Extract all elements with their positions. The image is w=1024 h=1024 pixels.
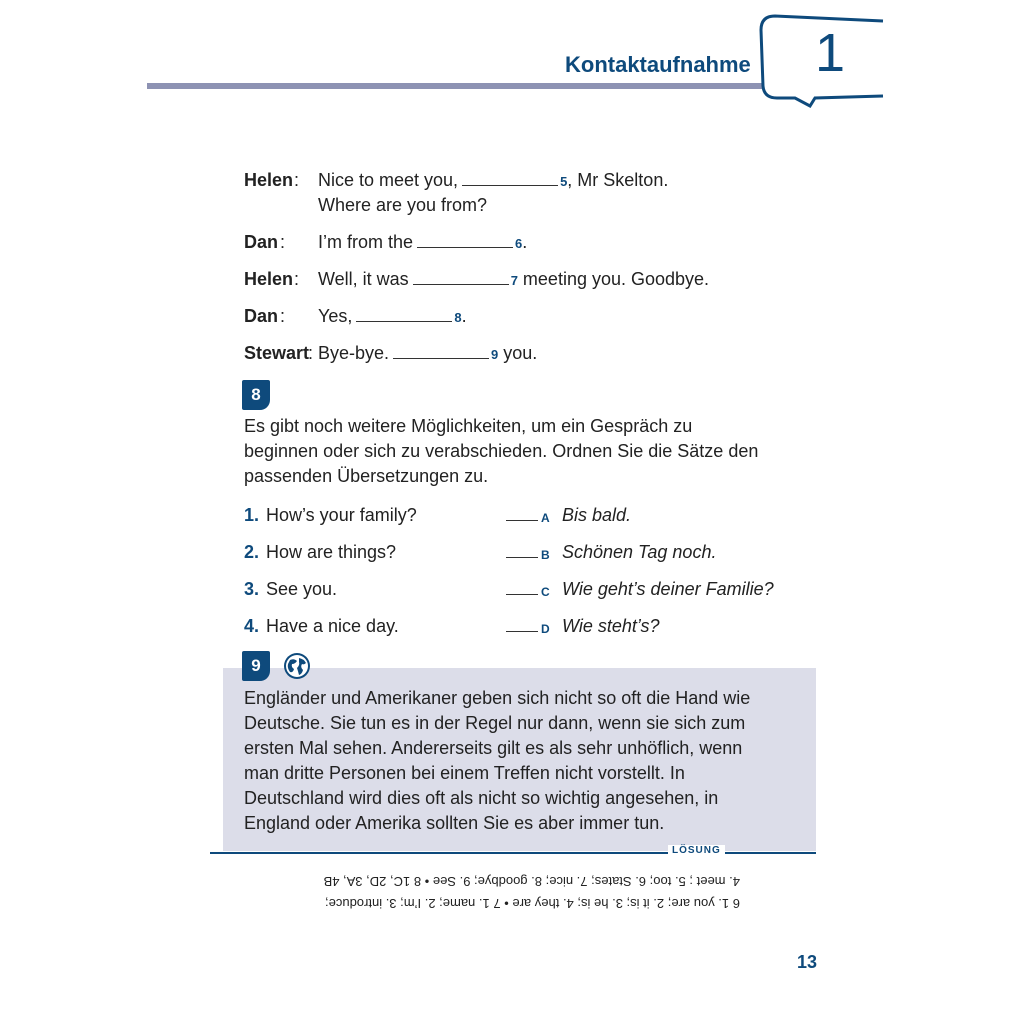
german-translation: Wie steht’s? xyxy=(562,616,660,636)
solution-line-2: 4. meet ; 5. too; 6. States; 7. nice; 8. goodbye; 9. See • 8 1C, 2D, 3A, 4B xyxy=(323,874,740,889)
speaker-name: Stewart xyxy=(244,343,310,363)
dialog-line xyxy=(318,304,467,330)
option-letter: D xyxy=(541,622,550,636)
dialog-line xyxy=(318,267,709,293)
answer-blank[interactable] xyxy=(462,171,558,186)
answer-blank[interactable] xyxy=(413,270,509,285)
item-number: 3. xyxy=(244,579,260,599)
match-item xyxy=(244,540,804,564)
chapter-title: Kontaktaufnahme xyxy=(565,52,751,77)
dialog-text-after: meeting you. Goodbye. xyxy=(517,269,710,289)
solution-line-1: 6 1. you are; 2. it is; 3. he is; 4. they are • 7 1. name; 2. I’m; 3. introduce; xyxy=(325,896,740,911)
blank-number: 6 xyxy=(515,236,523,251)
option-letter: C xyxy=(541,585,550,599)
dialog-text: Bye-bye. xyxy=(318,343,390,363)
answer-blank[interactable] xyxy=(417,233,513,248)
dialog-text: Yes, xyxy=(318,306,353,326)
dialog-line xyxy=(318,230,527,256)
chapter-number: 1 xyxy=(815,23,846,83)
blank-number: 5 xyxy=(560,174,568,189)
german-translation: Bis bald. xyxy=(562,505,632,525)
speaker-colon: : xyxy=(294,170,300,190)
speaker-name: Helen xyxy=(244,170,294,190)
dialog-text: Where are you from? xyxy=(318,195,488,215)
match-blank[interactable] xyxy=(506,557,538,558)
german-translation: Wie geht’s deiner Familie? xyxy=(562,579,774,599)
dialog-text: Well, it was xyxy=(318,269,409,289)
match-item xyxy=(244,614,804,638)
exercise-8-badge: 8 xyxy=(242,380,270,410)
item-number: 4. xyxy=(244,616,260,636)
page-number: 13 xyxy=(797,952,818,972)
blank-number: 9 xyxy=(491,347,499,362)
dialog-text-after: , Mr Skelton. xyxy=(567,170,669,190)
speaker-colon: : xyxy=(308,343,314,363)
speaker-colon: : xyxy=(294,269,300,289)
blank-number: 7 xyxy=(510,273,518,288)
english-phrase: How’s your family? xyxy=(266,505,417,525)
dialog-text: I’m from the xyxy=(318,232,414,252)
solution-label: LÖSUNG xyxy=(668,845,725,856)
dialog-text-after: . xyxy=(522,232,528,252)
item-number: 2. xyxy=(244,542,260,562)
german-translation: Schönen Tag noch. xyxy=(562,542,717,562)
speaker-name: Dan xyxy=(244,232,279,252)
exercise-9-text: Engländer und Amerikaner geben sich nicht so oft die Hand wie Deutsche. Sie tun es in der Regel nur dann, wenn sie sich zum ersten Mal sehen. Andererseits gilt es als sehr unhöflich, wenn man dritte Personen bei einem Treffen nicht vorstellt. In Deutschland wird dies oft als nicht so wichtig angesehen, in England oder Amerika sollten Sie es aber immer tun. xyxy=(244,688,751,833)
english-phrase: How are things? xyxy=(266,542,397,562)
speaker-name: Dan xyxy=(244,306,279,326)
speaker-name: Helen xyxy=(244,269,294,289)
dialog-line xyxy=(318,168,668,194)
blank-number: 8 xyxy=(454,310,462,325)
answer-blank[interactable] xyxy=(356,307,452,322)
match-blank[interactable] xyxy=(506,631,538,632)
dialog-text-after: you. xyxy=(498,343,538,363)
exercise-9-badge: 9 xyxy=(242,651,270,681)
dialog-text-after: . xyxy=(461,306,467,326)
solution-answers xyxy=(250,870,740,914)
solution-rule xyxy=(210,852,816,854)
english-phrase: Have a nice day. xyxy=(266,616,399,636)
option-letter: B xyxy=(541,548,550,562)
english-phrase: See you. xyxy=(266,579,338,599)
option-letter: A xyxy=(541,511,550,525)
match-blank[interactable] xyxy=(506,594,538,595)
dialog-line xyxy=(318,193,487,218)
dialog-line xyxy=(318,341,537,367)
globe-icon xyxy=(283,652,311,680)
answer-blank[interactable] xyxy=(393,344,489,359)
item-number: 1. xyxy=(244,505,260,525)
dialog-text: Nice to meet you, xyxy=(318,170,459,190)
match-blank[interactable] xyxy=(506,520,538,521)
match-item xyxy=(244,577,804,601)
speaker-colon: : xyxy=(280,306,286,326)
speaker-colon: : xyxy=(280,232,286,252)
match-item xyxy=(244,503,804,527)
exercise-8-instruction: Es gibt noch weitere Möglichkeiten, um ein Gespräch zu beginnen oder sich zu verabschieden. Ordnen Sie die Sätze den passenden Übersetzungen zu. xyxy=(244,416,759,486)
header-rule xyxy=(147,83,762,89)
